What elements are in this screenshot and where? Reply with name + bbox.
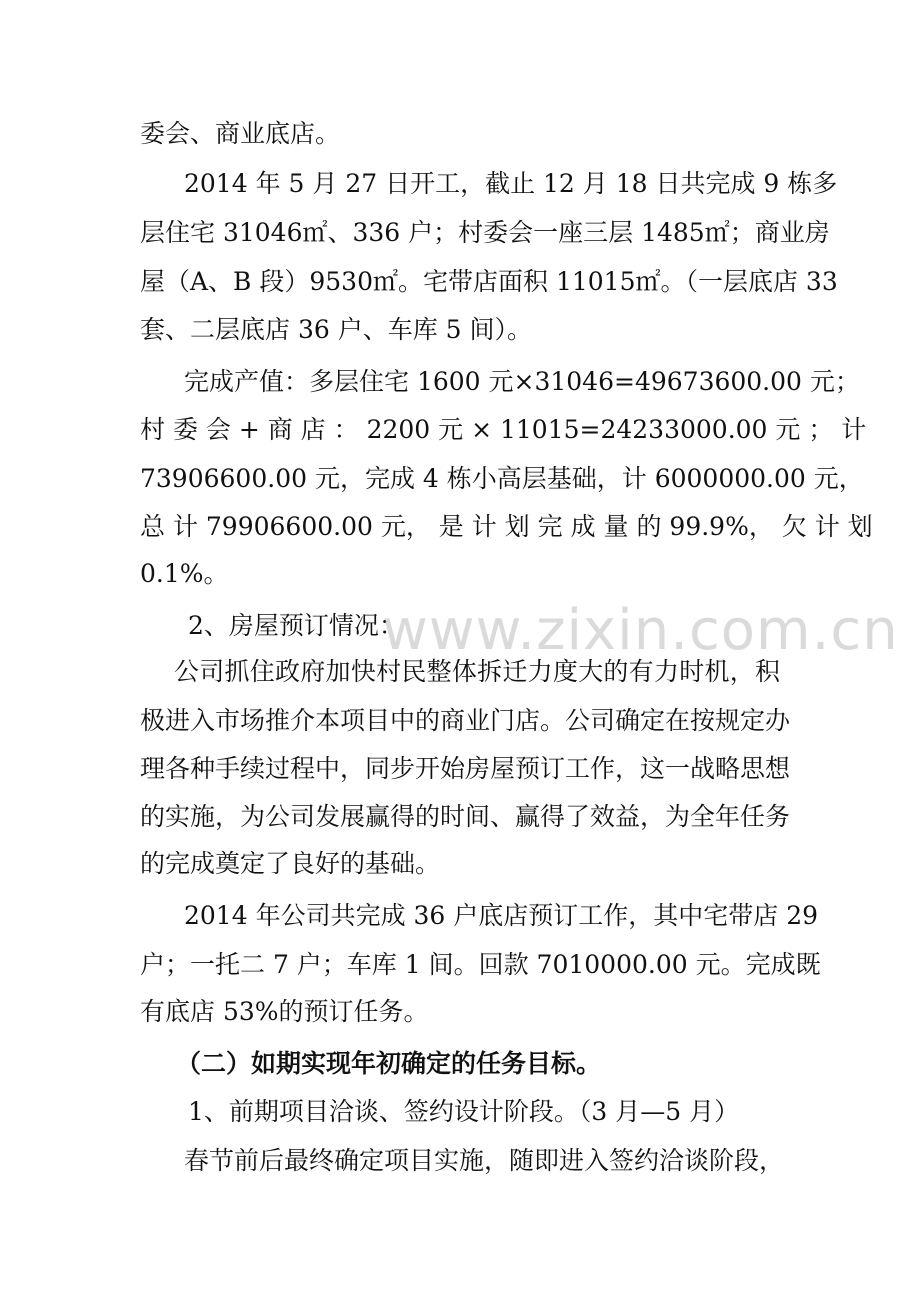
text-line: 2014 年公司共完成 36 户底店预订工作，其中宅带店 29 bbox=[184, 901, 819, 930]
text-line: 公司抓住政府加快村民整体拆迁力度大的有力时机，积 bbox=[174, 657, 780, 686]
text-line: 屋（A、B 段）9530㎡。宅带店面积 11015㎡。（一层底店 33 bbox=[140, 267, 838, 296]
text-line: 层住宅 31046㎡、336 户；村委会一座三层 1485㎡；商业房 bbox=[140, 218, 830, 247]
text-line: 0.1%。 bbox=[140, 559, 229, 588]
text-line: 理各种手续过程中，同步开始房屋预订工作，这一战略思想 bbox=[140, 754, 791, 783]
text-line: 的完成奠定了良好的基础。 bbox=[140, 849, 441, 878]
text-line: 总 计 79906600.00 元， 是 计 划 完 成 量 的 99.9%， 欠 计 划 bbox=[140, 512, 873, 541]
watermark: www.zixin.com.cn bbox=[382, 598, 899, 663]
text-line: 2014 年 5 月 27 日开工，截止 12 月 18 日共完成 9 栋多 bbox=[184, 169, 838, 198]
text-line: 村 委 会 + 商 店 ： 2200 元 × 11015=24233000.00 元 ； 计 bbox=[140, 415, 867, 444]
text-line: 完成产值：多层住宅 1600 元×31046=49673600.00 元； bbox=[184, 367, 860, 396]
text-line: 春节前后最终确定项目实施，随即进入签约洽谈阶段， bbox=[184, 1146, 785, 1175]
text-line: 73906600.00 元，完成 4 栋小高层基础，计 6000000.00 元， bbox=[140, 464, 864, 493]
text-line: 的实施，为公司发展赢得的时间、赢得了效益，为全年任务 bbox=[140, 802, 791, 831]
text-line: 户；一托二 7 户；车库 1 间。回款 7010000.00 元。完成既 bbox=[140, 950, 821, 979]
text-line: 委会、商业底店。 bbox=[140, 119, 341, 148]
text-line: 套、二层底店 36 户、车库 5 间）。 bbox=[140, 315, 533, 344]
subsection-heading: 1、前期项目洽谈、签约设计阶段。（3 月—5 月） bbox=[188, 1097, 740, 1126]
section-heading: （二）如期实现年初确定的任务目标。 bbox=[176, 1049, 602, 1078]
section-heading: 2、房屋预订情况： bbox=[188, 611, 404, 640]
text-line: 有底店 53%的预订任务。 bbox=[140, 997, 429, 1026]
text-line: 极进入市场推介本项目中的商业门店。公司确定在按规定办 bbox=[140, 706, 791, 735]
